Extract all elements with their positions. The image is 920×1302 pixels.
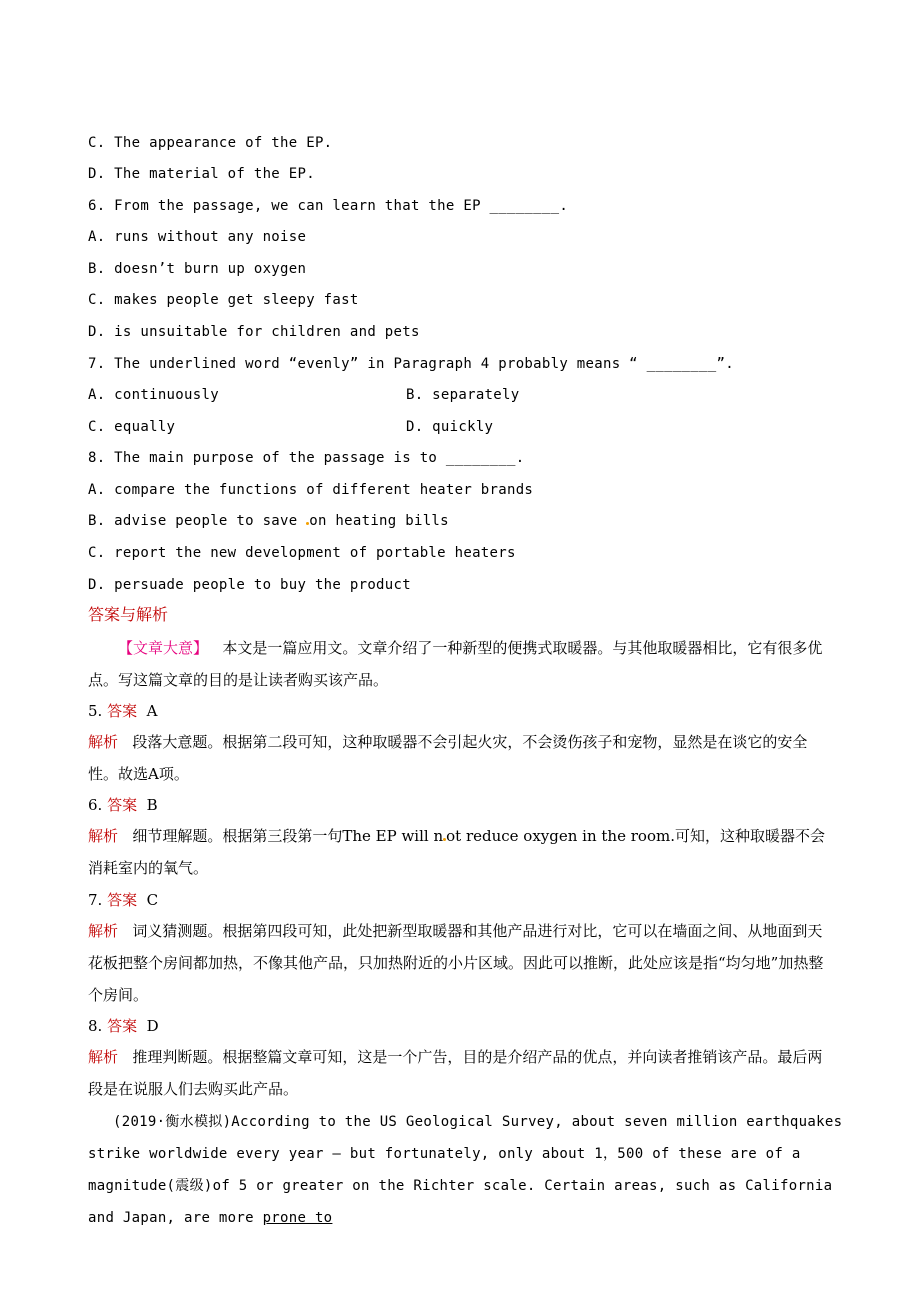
next-passage: (2019·衡水模拟)According to the US Geological Survey, about seven million earthquakes strike worldwide every year — but fortunately, only about 1，500 of these are of a magnitude(震级)of 5 or greater on the Richter scale. Certain areas, such as California and Japan, are more prone to bbox=[88, 1114, 843, 1226]
q7-stem: 7. The underlined word “evenly” in Paragraph 4 probably means “ ________”. bbox=[88, 356, 734, 372]
underlined-phrase: prone to bbox=[262, 1210, 333, 1226]
q8-option-a: A. compare the functions of different heater brands bbox=[88, 482, 534, 498]
q6-option-a: A. runs without any noise bbox=[88, 229, 307, 245]
q6-option-c: C. makes people get sleepy fast bbox=[88, 292, 359, 308]
answer-8: 8. 答案 D bbox=[88, 1017, 159, 1035]
q6-option-d: D. is unsuitable for children and pets bbox=[88, 324, 420, 340]
analysis-6: 解析 细节理解题。根据第三段第一句The EP will n ot reduce oxygen in the room.可知，这种取暖器不会消耗室内的氧气。 bbox=[88, 827, 825, 877]
q7-option-a: A. continuously bbox=[88, 387, 219, 403]
answer-7: 7. 答案 C bbox=[88, 891, 159, 909]
q7-option-c: C. equally bbox=[88, 419, 176, 435]
q6-option-b: B. doesn’t burn up oxygen bbox=[88, 261, 307, 277]
q7-option-d: D. quickly bbox=[406, 419, 494, 435]
q5-option-d: D. The material of the EP. bbox=[88, 166, 315, 182]
analysis-5: 解析 段落大意题。根据第二段可知，这种取暖器不会引起火灾，不会烫伤孩子和宠物，显然是在谈它的安全性。故选A项。 bbox=[88, 733, 808, 783]
analysis-7: 解析 词义猜测题。根据第四段可知，此处把新型取暖器和其他产品进行对比，它可以在墙面之间、从地面到天花板把整个房间都加热，不像其他产品，只加热附近的小片区域。因此可以推断，此处应该是指“均匀地”加热整个房间。 bbox=[88, 922, 824, 1004]
answer-6: 6. 答案 B bbox=[88, 796, 158, 814]
summary-tag: 【文章大意】 bbox=[118, 639, 209, 657]
summary-text: 本文是一篇应用文。文章介绍了一种新型的便携式取暖器。与其他取暖器相比，它有很多优点。写这篇文章的目的是让读者购买该产品。 bbox=[88, 639, 823, 689]
q8-option-b: B. advise people to save on heating bills bbox=[88, 513, 449, 529]
answer-5: 5. 答案 A bbox=[88, 702, 158, 720]
answers-heading: 答案与解析 bbox=[88, 605, 169, 624]
q6-stem: 6. From the passage, we can learn that the EP ________. bbox=[88, 198, 569, 214]
q8-stem: 8. The main purpose of the passage is to ________. bbox=[88, 450, 525, 466]
q7-option-b: B. separately bbox=[406, 387, 520, 403]
q8-option-d: D. persuade people to buy the product bbox=[88, 577, 411, 593]
q8-option-c: C. report the new development of portable heaters bbox=[88, 545, 516, 561]
article-summary bbox=[88, 632, 833, 696]
analysis-8: 解析 推理判断题。根据整篇文章可知，这是一个广告，目的是介绍产品的优点，并向读者推销该产品。最后两段是在说服人们去购买此产品。 bbox=[88, 1048, 823, 1098]
q5-option-c: C. The appearance of the EP. bbox=[88, 135, 333, 151]
